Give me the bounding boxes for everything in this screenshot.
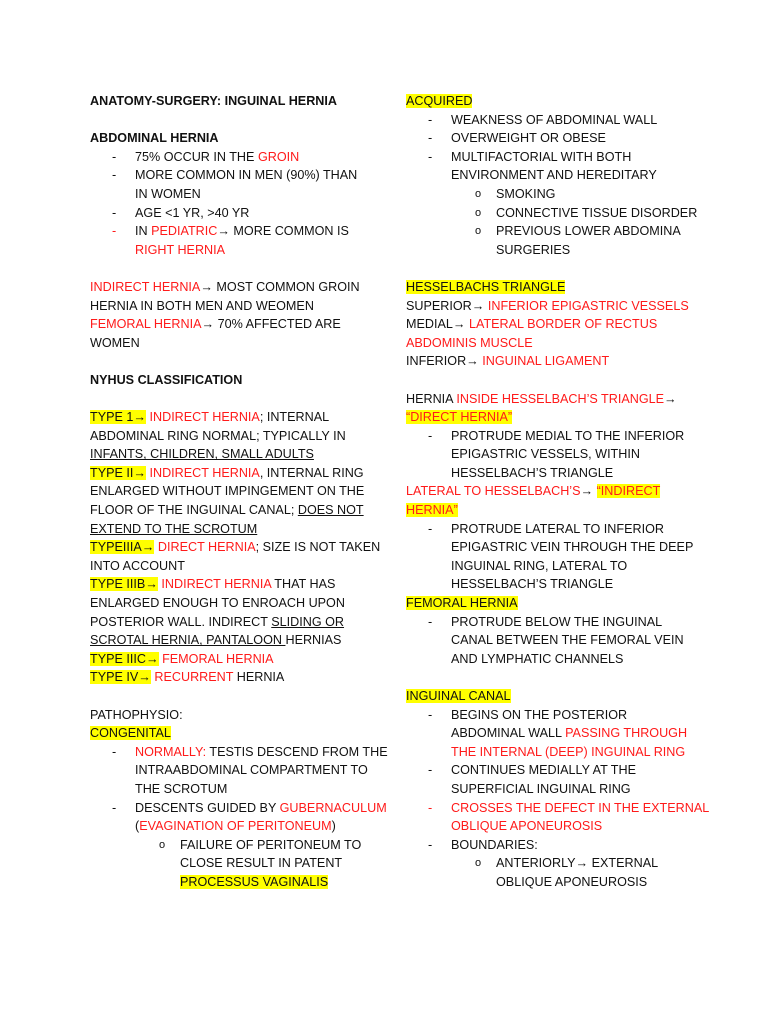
hesselbach-inferior: INFERIOR→ INGUINAL LIGAMENT [406, 354, 610, 369]
nyhus-type-3c: TYPE IIIC→ FEMORAL HERNIA [90, 651, 274, 666]
sub-list-item: o FAILURE OF PERITONEUM TO [159, 837, 362, 852]
femoral-hernia-heading: FEMORAL HERNIA [406, 596, 518, 611]
abdominal-hernia-heading: ABDOMINAL HERNIA [90, 131, 219, 146]
hesselbach-medial: MEDIAL→ LATERAL BORDER OF RECTUS [406, 317, 658, 332]
sub-list-item-continuation: PROCESSUS VAGINALIS [180, 874, 329, 889]
nyhus-type-1: TYPE 1→ INDIRECT HERNIA; INTERNAL [90, 410, 330, 425]
femoral-hernia-note: FEMORAL HERNIA→ 70% AFFECTED ARE [90, 317, 341, 332]
nyhus-type-1-cont: INFANTS, CHILDREN, SMALL ADULTS [90, 447, 314, 462]
nyhus-type-4: TYPE IV→ RECURRENT HERNIA [90, 670, 285, 685]
inguinal-canal-heading: INGUINAL CANAL [406, 689, 511, 703]
list-item: - DESCENTS GUIDED BY GUBERNACULUM [112, 800, 387, 815]
indirect-hernia-note-cont: HERNIA IN BOTH MEN AND WEOMEN [90, 298, 314, 313]
nyhus-type-2: TYPE II→ INDIRECT HERNIA, INTERNAL RING [90, 465, 364, 480]
list-item-continuation: IN WOMEN [135, 186, 201, 201]
list-item-continuation: THE INTERNAL (DEEP) INGUINAL RING [451, 744, 686, 759]
list-item-continuation: RIGHT HERNIA [135, 242, 226, 257]
hesselbach-medial-cont: ABDOMINIS MUSCLE [406, 335, 533, 350]
pathophysio-heading: PATHOPHYSIO: [90, 707, 183, 722]
list-item-continuation: (EVAGINATION OF PERITONEUM) [135, 819, 336, 834]
nyhus-type-3a-cont: INTO ACCOUNT [90, 558, 185, 573]
list-item: - 75% OCCUR IN THE GROIN [112, 149, 300, 164]
sub-list-item: o CONNECTIVE TISSUE DISORDER [475, 205, 698, 220]
list-item: - IN PEDIATRIC→ MORE COMMON IS [112, 224, 349, 239]
list-item-continuation: ENVIRONMENT AND HEREDITARY [451, 168, 657, 183]
nyhus-heading: NYHUS CLASSIFICATION [90, 372, 243, 387]
acquired-heading: ACQUIRED [406, 94, 473, 108]
nyhus-type-3a: TYPEIIIA→ DIRECT HERNIA; SIZE IS NOT TAKEN [90, 540, 381, 555]
list-item: - BOUNDARIES: [428, 837, 538, 852]
hesselbach-heading: HESSELBACHS TRIANGLE [406, 279, 566, 294]
sub-list-item: o ANTERIORLY→ EXTERNAL [475, 856, 659, 871]
list-item: - MULTIFACTORIAL WITH BOTH [428, 149, 632, 164]
list-item: - OVERWEIGHT OR OBESE [428, 131, 606, 146]
sub-list-item-continuation: SURGERIES [496, 242, 571, 257]
femoral-hernia-note-cont: WOMEN [90, 335, 140, 350]
list-item-continuation: EPIGASTRIC VESSELS, WITHIN [451, 447, 640, 462]
list-item: - PROTRUDE MEDIAL TO THE INFERIOR [428, 428, 685, 443]
list-item-continuation: THE SCROTUM [135, 781, 228, 796]
hesselbach-superior: SUPERIOR→ INFERIOR EPIGASTRIC VESSELS [406, 298, 689, 313]
direct-hernia-label: “DIRECT HERNIA” [406, 410, 513, 425]
list-item-continuation: HESSELBACH’S TRIANGLE [451, 465, 614, 480]
sub-list-item: o SMOKING [475, 186, 556, 201]
list-item-continuation: CANAL BETWEEN THE FEMORAL VEIN [451, 633, 684, 648]
left-column [90, 92, 388, 892]
nyhus-type-3b-cont: ENLARGED ENOUGH TO ENROACH UPON [90, 596, 345, 611]
list-item-continuation: EPIGASTRIC VEIN THROUGH THE DEEP [451, 540, 694, 555]
list-item: - AGE <1 YR, >40 YR [112, 205, 250, 220]
list-item: - CROSSES THE DEFECT IN THE EXTERNAL [428, 800, 710, 815]
list-item: - PROTRUDE LATERAL TO INFERIOR [428, 521, 664, 536]
nyhus-type-1-cont: ABDOMINAL RING NORMAL; TYPICALLY IN [90, 428, 346, 443]
sub-list-item: o PREVIOUS LOWER ABDOMINA [475, 224, 681, 239]
direct-hernia-note: HERNIA INSIDE HESSELBACH’S TRIANGLE→ [406, 391, 677, 406]
list-item: - CONTINUES MEDIALLY AT THE [428, 763, 636, 778]
list-item-continuation: HESSELBACH’S TRIANGLE [451, 577, 614, 592]
list-item-continuation: SUPERFICIAL INGUINAL RING [451, 781, 631, 796]
list-item: - MORE COMMON IN MEN (90%) THAN [112, 168, 358, 183]
list-item: - PROTRUDE BELOW THE INGUINAL [428, 614, 663, 629]
sub-list-item-continuation: CLOSE RESULT IN PATENT [180, 856, 343, 871]
list-item: - NORMALLY: TESTIS DESCEND FROM THE [112, 744, 388, 759]
nyhus-type-3b: TYPE IIIB→ INDIRECT HERNIA THAT HAS [90, 577, 336, 592]
right-column [406, 92, 710, 892]
congenital-heading: CONGENITAL [90, 726, 171, 741]
nyhus-type-3b-cont: SCROTAL HERNIA, PANTALOON HERNIAS [90, 633, 342, 648]
list-item-continuation: OBLIQUE APONEUROSIS [451, 819, 603, 834]
nyhus-type-2-cont: FLOOR OF THE INGUINAL CANAL; DOES NOT [90, 503, 364, 518]
list-item-continuation: ABDOMINAL WALL PASSING THROUGH [451, 726, 688, 741]
list-item: - WEAKNESS OF ABDOMINAL WALL [428, 112, 658, 127]
indirect-hernia-label: HERNIA” [406, 503, 458, 518]
list-item-continuation: INTRAABDOMINAL COMPARTMENT TO [135, 763, 368, 778]
document-title: ANATOMY-SURGERY: INGUINAL HERNIA [90, 94, 337, 108]
indirect-hernia-note: INDIRECT HERNIA→ MOST COMMON GROIN [90, 279, 360, 294]
list-item-continuation: AND LYMPHATIC CHANNELS [451, 651, 624, 666]
nyhus-type-3b-cont: POSTERIOR WALL. INDIRECT SLIDING OR [90, 614, 345, 629]
sub-list-item-continuation: OBLIQUE APONEUROSIS [496, 874, 648, 889]
nyhus-type-2-cont: ENLARGED WITHOUT IMPINGEMENT ON THE [90, 484, 365, 499]
indirect-hernia-note: LATERAL TO HESSELBACH’S→ “INDIRECT [406, 484, 661, 499]
nyhus-type-2-cont: EXTEND TO THE SCROTUM [90, 521, 258, 536]
list-item-continuation: INGUINAL RING, LATERAL TO [451, 558, 628, 573]
list-item: - BEGINS ON THE POSTERIOR [428, 707, 628, 722]
